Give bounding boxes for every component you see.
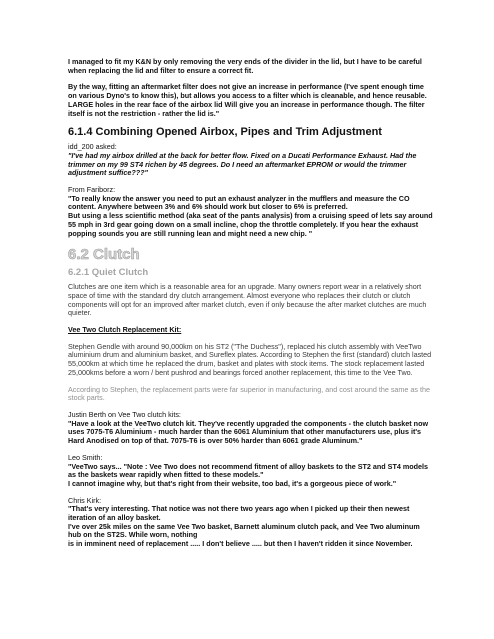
justin-author: Justin Berth on Vee Two clutch kits: — [68, 409, 181, 419]
section-heading-6-2-1: 6.2.1 Quiet Clutch — [68, 267, 149, 279]
q1-text: "I've had my airbox drilled at the back for better flow. Fixed on a Ducati Performance Exhaust. Had the trimmer on my 99 ST4 richen by 45 degrees. Do I need an aftermarket EPROM or would the trimmer adjustment suffice???" — [68, 150, 417, 178]
a1-author: From Fariborz: — [68, 185, 116, 195]
stephen-text-2: According to Stephen, the replacement parts were far superior in manufacturing, and cost around the same as the stock parts. — [68, 384, 430, 403]
paragraph-kn-fit: I managed to fit my K&N by only removing the very ends of the divider in the lid, but I have to be careful when replacing the lid and filter to ensure a correct fit. — [68, 57, 422, 75]
chris-text-3: is in imminent need of replacement ..... I don't believe ..... but then I haven't ridden it since November. — [68, 539, 413, 549]
leo-text-1: "VeeTwo says... "Note : Vee Two does not recommend fitment of alloy baskets to the ST2 and ST4 models as the baskets wear rapidly when fitted to these models." — [68, 461, 429, 480]
section-heading-6-1-4: 6.1.4 Combining Opened Airbox, Pipes and Trim Adjustment — [68, 126, 382, 139]
chris-author: Chris Kirk: — [68, 495, 102, 505]
chris-text-1: "That's very interesting. That notice was not there two years ago when I picked up their then newest iteration of an alloy basket. — [68, 504, 410, 523]
a1-text-2: But using a less scientific method (aka seat of the pants analysis) from a cruising speed of lets say around 55 mph in 3rd gear going down on a small incline, chop the throttle completely. If you hear the exhaust popping sounds you are still running lean and might need a new chip. " — [68, 211, 433, 238]
leo-author: Leo Smith: — [68, 452, 103, 462]
section-heading-6-2: 6.2 Clutch — [68, 246, 140, 264]
q1-author: idd_200 asked: — [68, 142, 117, 152]
justin-text: "Have a look at the VeeTwo clutch kit. They've recently upgraded the components - the clutch basket now uses 7075-T6 Aluminium - much harder than the 6061 Aluminium that other manufacturers use, plus it's Hard Anodised on top of that. 7075-T6 is over 50% harder than 6061 grade Aluminum." — [68, 418, 429, 446]
veetwo-heading: Vee Two Clutch Replacement Kit: — [68, 325, 182, 335]
a1-text-1: "To really know the answer you need to put an exhaust analyzer in the mufflers and measure the CO content. Anywhere between 3% and 6% should work but closer to 6% is preferred. — [68, 193, 410, 212]
stephen-text: Stephen Gendle with around 90,000km on his ST2 ("The Duchess"), replaced his clutch assembly with VeeTwo aluminium drum and aluminium basket, and Sureflex plates. According to Stephen the first (standard) clutch lasted 55,000km at which time he replaced the drum, basket and plates with stock items. The stock replacement lasted 25,000kms before a worn / bent pushrod and bearings forced another replacement, this time to the Vee Two. — [68, 341, 432, 377]
leo-text-2: I cannot imagine why, but that's right from their website, too bad, it's a gorgeous piece of work." — [68, 478, 397, 488]
chris-text-2: I've over 25k miles on the same Vee Two basket, Barnett aluminum clutch pack, and Vee Two aluminum hub on the ST2S. While worn, nothing — [68, 521, 420, 540]
clutch-intro: Clutches are one item which is a reasonable area for an upgrade. Many owners report wear in a relatively short space of time with the standard dry clutch arrangement. Almost everyone who replaces their clutch or clutch components will opt for an improved after market clutch, even if only because the after market clutches are much quieter. — [68, 282, 427, 318]
paragraph-aftermarket-filter: By the way, fitting an aftermarket filter does not give an increase in performance (I've spent enough time on various Dyno's to know this), but allows you access to a filter which is cleanable, and hence reusable. LARGE holes in the rear face of the airbox lid Will give you an increase in performance though. The filter itself is not the restriction - rather the lid is." — [68, 82, 427, 118]
document-page — [68, 58, 434, 549]
